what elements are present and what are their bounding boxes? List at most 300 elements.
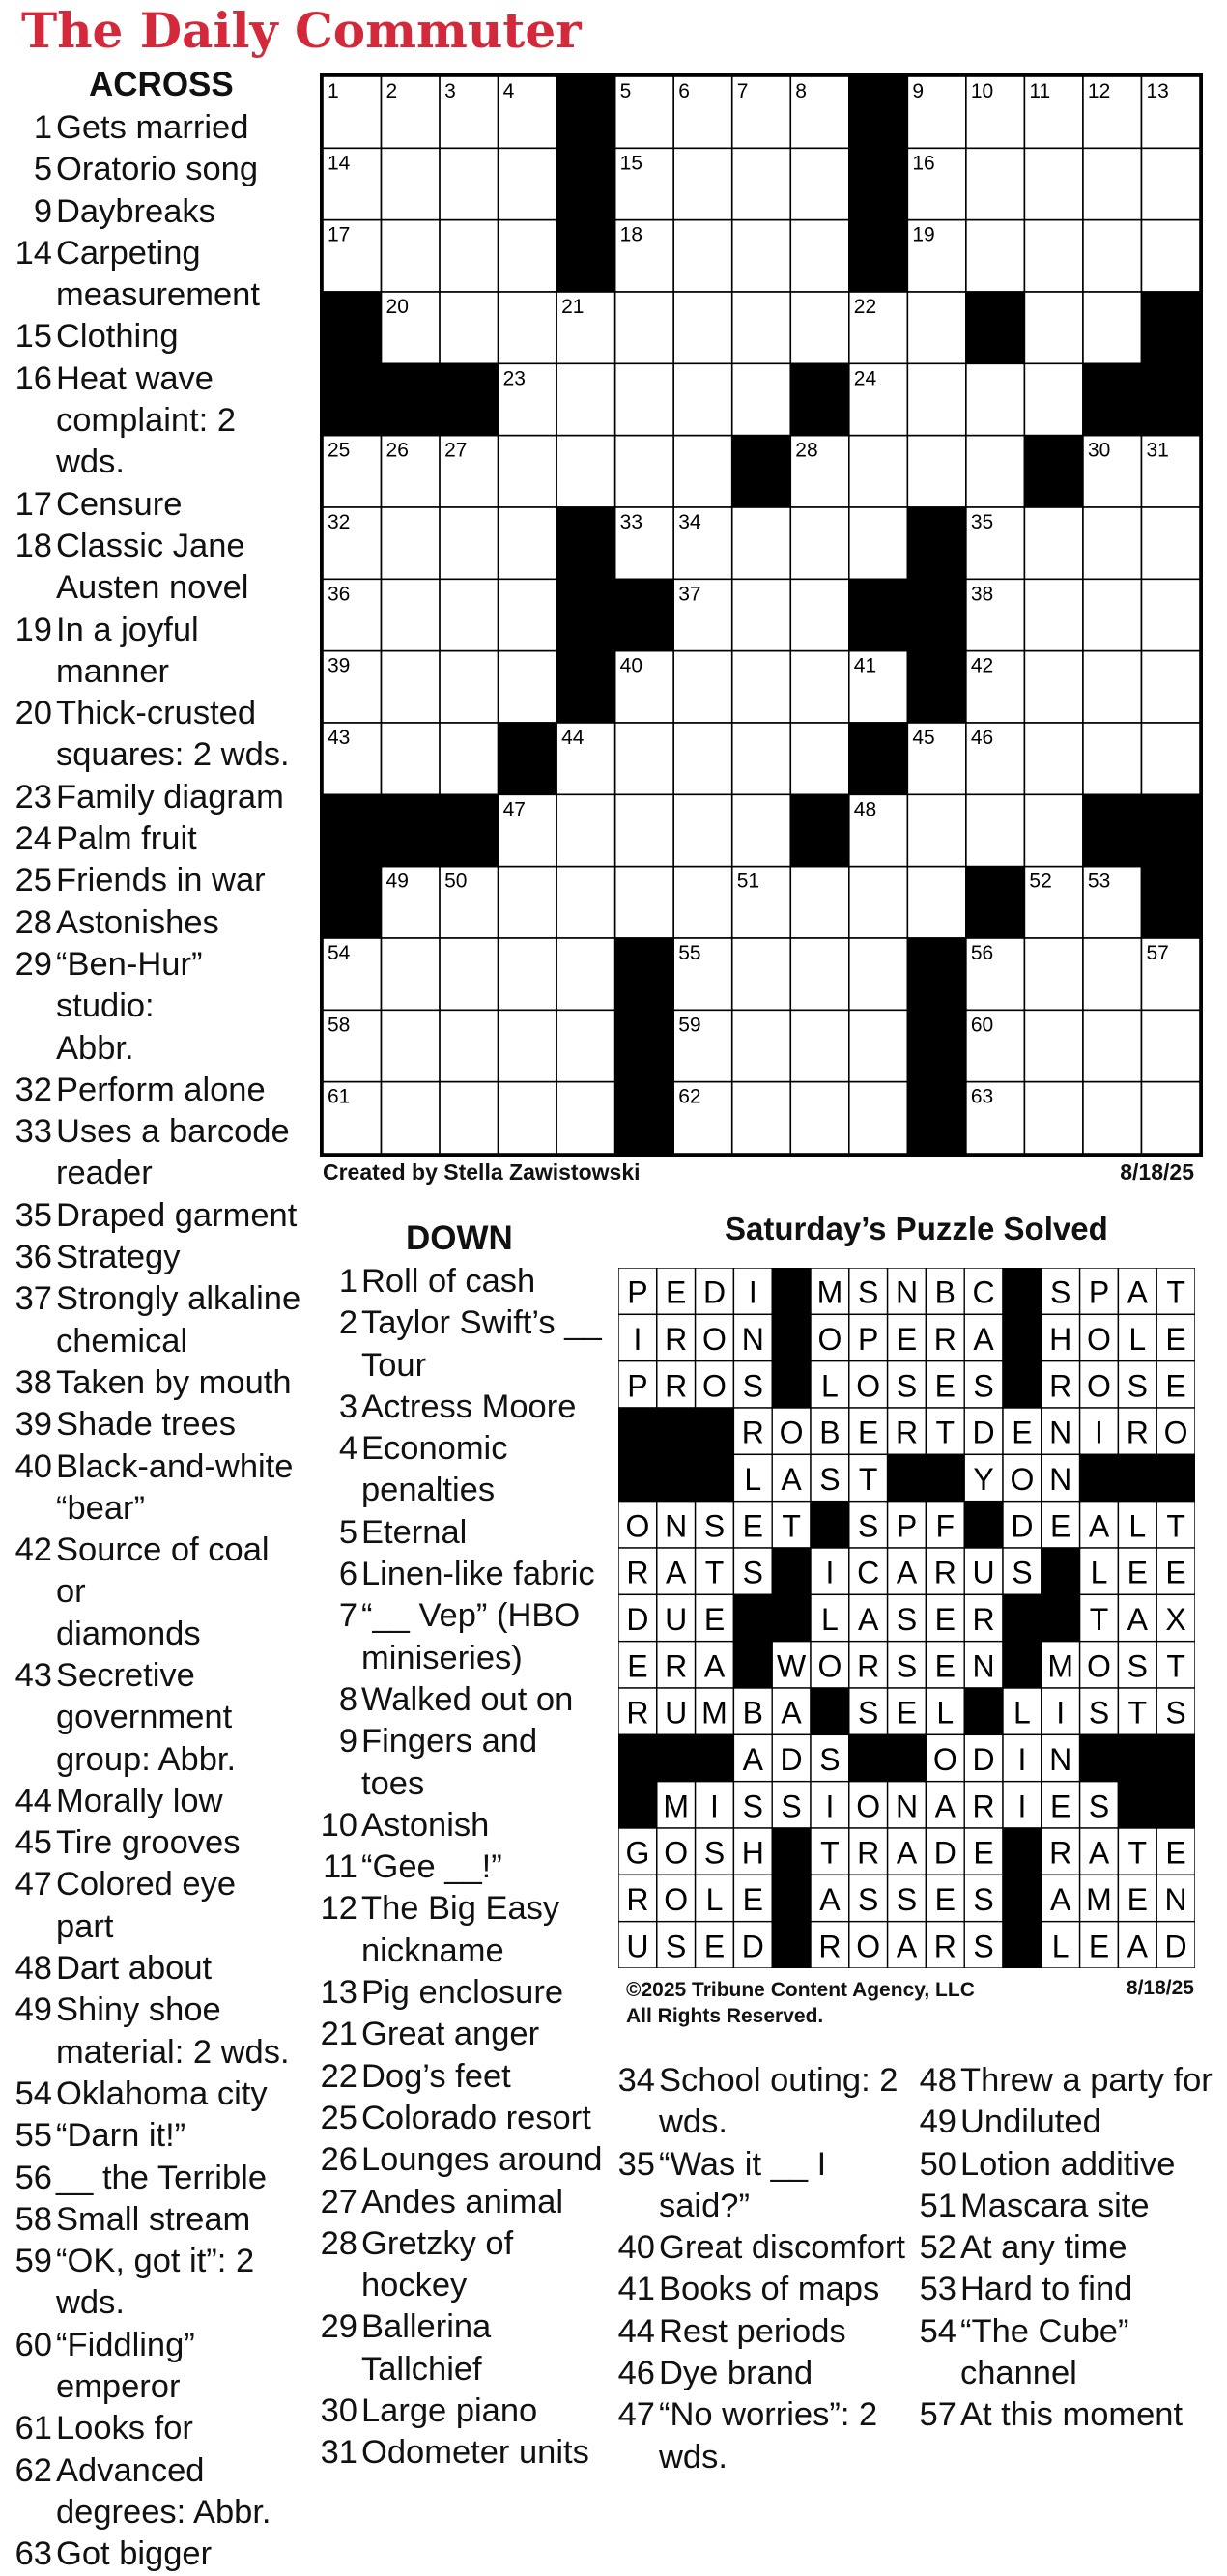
clue-down-3-52[interactable]	[918, 2227, 1217, 2269]
clue-across-9[interactable]	[14, 191, 303, 233]
clue-number: 33	[14, 1113, 52, 1151]
clue-number: 16	[14, 359, 52, 397]
cell-number: 58	[328, 1014, 351, 1037]
block-cell	[556, 148, 615, 219]
clue-text: Undiluted	[960, 2104, 1101, 2141]
answer-cell[interactable]	[1024, 220, 1083, 292]
clue-text: complaint: 2 wds.	[56, 402, 237, 481]
block-cell	[323, 867, 382, 938]
answer-cell[interactable]	[673, 220, 732, 292]
answer-cell[interactable]	[1024, 363, 1083, 435]
solved-letter: T	[1166, 1648, 1185, 1684]
clue-across-62[interactable]	[14, 2450, 303, 2534]
clue-across-58[interactable]	[14, 2199, 303, 2241]
clue-text: Uses a barcode	[56, 1113, 290, 1151]
clue-across-44[interactable]	[14, 1781, 303, 1822]
answer-cell[interactable]	[1141, 579, 1200, 650]
answer-cell[interactable]	[440, 1010, 499, 1081]
answer-cell[interactable]	[673, 292, 732, 363]
cell-number: 9	[912, 80, 925, 102]
answer-cell[interactable]	[673, 794, 732, 866]
clue-across-39[interactable]	[14, 1404, 303, 1445]
block-cell	[615, 579, 674, 650]
answer-cell[interactable]	[382, 1082, 441, 1154]
solved-letter: S	[1050, 1274, 1071, 1310]
clue-across-18[interactable]	[14, 526, 303, 610]
answer-cell[interactable]	[1024, 507, 1083, 579]
clue-number: 50	[919, 2145, 956, 2183]
clue-text: Shiny shoe	[56, 1991, 221, 2029]
solved-letter: A	[973, 1322, 994, 1358]
answer-cell[interactable]	[790, 938, 849, 1010]
answer-cell[interactable]	[556, 436, 615, 507]
clue-across-25[interactable]	[14, 860, 303, 902]
answer-cell[interactable]	[440, 651, 499, 723]
block-cell	[907, 938, 966, 1010]
clue-text: Mascara site	[960, 2187, 1150, 2224]
answer-cell[interactable]	[790, 651, 849, 723]
answer-cell[interactable]	[849, 867, 908, 938]
answer-cell[interactable]	[1083, 579, 1142, 650]
answer-cell[interactable]	[849, 436, 908, 507]
clue-across-61[interactable]	[14, 2408, 303, 2449]
solved-letter: S	[666, 1929, 687, 1964]
solved-block-cell	[772, 1875, 811, 1921]
clue-across-33[interactable]	[14, 1111, 303, 1195]
solved-letter: I	[1017, 1742, 1027, 1778]
answer-cell[interactable]	[790, 220, 849, 292]
answer-cell[interactable]	[440, 579, 499, 650]
answer-cell[interactable]	[1083, 220, 1142, 292]
answer-cell[interactable]	[732, 507, 791, 579]
answer-cell[interactable]	[849, 507, 908, 579]
clue-across-55[interactable]	[14, 2115, 303, 2157]
block-cell	[907, 1010, 966, 1081]
answer-cell[interactable]	[499, 579, 557, 650]
clue-down-1-13[interactable]	[319, 1972, 609, 2014]
clue-down-1-12[interactable]	[319, 1888, 609, 1972]
cell-number: 46	[970, 727, 994, 749]
answer-cell[interactable]	[732, 220, 791, 292]
clue-across-35[interactable]	[14, 1195, 303, 1237]
answer-cell[interactable]	[673, 148, 732, 219]
clue-number: 35	[617, 2145, 655, 2183]
solved-block-cell	[772, 1361, 811, 1408]
answer-cell[interactable]	[966, 436, 1025, 507]
answer-cell[interactable]	[556, 938, 615, 1010]
clue-across-14[interactable]	[14, 233, 303, 317]
answer-cell[interactable]	[1141, 723, 1200, 794]
answer-cell[interactable]	[849, 1010, 908, 1081]
clue-number: 43	[14, 1656, 52, 1694]
answer-cell[interactable]	[1024, 579, 1083, 650]
answer-cell[interactable]	[1141, 651, 1200, 723]
answer-cell[interactable]	[440, 723, 499, 794]
clue-number: 12	[320, 1890, 357, 1928]
answer-cell[interactable]	[673, 867, 732, 938]
answer-cell[interactable]	[382, 1010, 441, 1081]
answer-cell[interactable]	[440, 507, 499, 579]
answer-cell[interactable]	[907, 292, 966, 363]
clue-text: Books of maps	[659, 2271, 880, 2308]
answer-cell[interactable]	[499, 1082, 557, 1154]
answer-cell[interactable]	[732, 148, 791, 219]
solved-letter: S	[1088, 1695, 1110, 1731]
clue-number: 41	[617, 2271, 655, 2308]
clue-number: 56	[14, 2159, 52, 2196]
solved-letter: M	[701, 1695, 728, 1731]
block-cell	[440, 363, 499, 435]
cell-number: 48	[853, 798, 877, 821]
answer-cell[interactable]	[1083, 938, 1142, 1010]
clue-down-2-34[interactable]	[616, 2060, 916, 2144]
clue-down-1-21[interactable]	[319, 2014, 609, 2055]
answer-cell[interactable]	[615, 363, 674, 435]
clue-across-60[interactable]	[14, 2325, 303, 2409]
answer-cell[interactable]	[440, 1082, 499, 1154]
clue-down-3-54[interactable]	[918, 2311, 1217, 2395]
answer-cell[interactable]	[849, 1082, 908, 1154]
answer-cell[interactable]	[907, 794, 966, 866]
clue-down-1-25[interactable]	[319, 2098, 609, 2139]
answer-cell[interactable]	[615, 436, 674, 507]
answer-cell[interactable]	[382, 938, 441, 1010]
answer-cell[interactable]	[732, 363, 791, 435]
clue-across-23[interactable]	[14, 777, 303, 818]
answer-cell[interactable]	[499, 436, 557, 507]
clue-down-3-49[interactable]	[918, 2102, 1217, 2143]
clue-number: 39	[14, 1406, 52, 1444]
solved-letter: M	[816, 1274, 843, 1310]
clue-down-1-27[interactable]	[319, 2182, 609, 2223]
answer-cell[interactable]	[966, 794, 1025, 866]
answer-cell[interactable]	[790, 292, 849, 363]
clue-down-2-40[interactable]	[616, 2227, 916, 2269]
answer-cell[interactable]	[615, 794, 674, 866]
clue-across-38[interactable]	[14, 1362, 303, 1404]
answer-cell[interactable]	[499, 220, 557, 292]
solved-block-cell	[772, 1268, 811, 1314]
clue-down-2-47[interactable]	[616, 2394, 916, 2478]
answer-cell[interactable]	[556, 867, 615, 938]
answer-cell[interactable]	[1141, 220, 1200, 292]
answer-cell[interactable]	[732, 292, 791, 363]
answer-cell[interactable]	[1141, 148, 1200, 219]
cell-number: 16	[912, 152, 935, 175]
clue-across-56[interactable]	[14, 2158, 303, 2199]
clue-number: 9	[33, 192, 52, 230]
answer-cell[interactable]	[732, 723, 791, 794]
clue-down-1-7[interactable]	[319, 1595, 609, 1679]
clue-text: Taylor Swift’s __	[361, 1304, 602, 1342]
solved-block-cell	[657, 1454, 696, 1501]
answer-cell[interactable]	[1024, 1082, 1083, 1154]
clue-text: Oratorio song	[56, 151, 259, 188]
clue-text: Palm fruit	[56, 820, 197, 858]
clue-number: 61	[14, 2410, 52, 2447]
answer-cell[interactable]	[556, 794, 615, 866]
answer-cell[interactable]	[556, 363, 615, 435]
cell-number: 25	[328, 439, 351, 462]
down-clue-list-1	[319, 1261, 609, 2475]
clue-across-36[interactable]	[14, 1237, 303, 1278]
answer-cell[interactable]	[499, 507, 557, 579]
crossword-grid[interactable]	[320, 73, 1203, 1157]
answer-cell[interactable]	[440, 220, 499, 292]
clue-down-1-26[interactable]	[319, 2139, 609, 2181]
clue-text: “Was it __ I said?”	[659, 2145, 827, 2224]
clue-down-3-51[interactable]	[918, 2186, 1217, 2227]
answer-cell[interactable]	[907, 363, 966, 435]
answer-cell[interactable]	[615, 723, 674, 794]
solved-block-cell	[1156, 1454, 1195, 1501]
solved-letter: A	[703, 1648, 726, 1684]
clue-down-3-57[interactable]	[918, 2394, 1217, 2436]
clue-number: 49	[919, 2104, 956, 2141]
answer-cell[interactable]	[673, 651, 732, 723]
answer-cell[interactable]	[1083, 507, 1142, 579]
answer-cell[interactable]	[1141, 507, 1200, 579]
solved-block-cell	[772, 1548, 811, 1594]
clue-down-2-44[interactable]	[616, 2311, 916, 2353]
clue-down-1-3[interactable]	[319, 1387, 609, 1428]
solved-letter: T	[858, 1462, 878, 1498]
solved-block-cell	[1118, 1734, 1156, 1781]
clue-down-1-1[interactable]	[319, 1261, 609, 1302]
clue-text: Tallchief	[361, 2350, 482, 2388]
clue-down-2-46[interactable]	[616, 2353, 916, 2394]
solved-letter: E	[1165, 1555, 1186, 1590]
answer-cell[interactable]	[1141, 1082, 1200, 1154]
solved-letter: N	[972, 1648, 995, 1684]
clue-across-5[interactable]	[14, 149, 303, 190]
clue-across-40[interactable]	[14, 1446, 303, 1531]
clue-text: Got bigger	[56, 2535, 213, 2573]
clue-across-42[interactable]	[14, 1530, 303, 1655]
clue-across-43[interactable]	[14, 1655, 303, 1781]
solved-letter: E	[934, 1602, 956, 1638]
clue-down-1-30[interactable]	[319, 2390, 609, 2432]
answer-cell[interactable]	[790, 723, 849, 794]
block-cell	[440, 794, 499, 866]
solved-letter: D	[626, 1602, 649, 1638]
answer-cell[interactable]	[966, 148, 1025, 219]
clue-number: 48	[14, 1950, 52, 1988]
clue-down-3-53[interactable]	[918, 2269, 1217, 2310]
clue-down-1-5[interactable]	[319, 1512, 609, 1554]
solved-block-cell	[1003, 1922, 1042, 1968]
solved-letter: S	[819, 1742, 841, 1778]
answer-cell[interactable]	[1024, 794, 1083, 866]
answer-cell[interactable]	[499, 651, 557, 723]
clue-text: material: 2 wds.	[56, 2033, 290, 2071]
clue-text: Walked out on	[361, 1680, 574, 1718]
clue-across-24[interactable]	[14, 818, 303, 860]
clue-text: Fingers and toes	[361, 1723, 538, 1802]
clue-down-1-31[interactable]	[319, 2432, 609, 2474]
answer-cell[interactable]	[790, 579, 849, 650]
clue-across-16[interactable]	[14, 358, 303, 484]
clue-text: Gets married	[56, 109, 249, 146]
block-cell	[499, 723, 557, 794]
clue-down-2-35[interactable]	[616, 2144, 916, 2228]
clue-down-3-50[interactable]	[918, 2144, 1217, 2186]
clue-down-1-2[interactable]	[319, 1302, 609, 1387]
answer-cell[interactable]	[790, 1082, 849, 1154]
solved-letter: A	[742, 1742, 763, 1778]
clue-down-2-41[interactable]	[616, 2269, 916, 2310]
answer-cell[interactable]	[382, 579, 441, 650]
clue-across-48[interactable]	[14, 1948, 303, 1989]
clue-down-1-29[interactable]	[319, 2306, 609, 2390]
clue-text: Strategy	[56, 1239, 181, 1276]
clue-down-1-8[interactable]	[319, 1679, 609, 1721]
answer-cell[interactable]	[1083, 148, 1142, 219]
solved-letter: I	[633, 1322, 642, 1358]
clue-number: 21	[320, 2016, 357, 2053]
cell-number: 42	[970, 654, 994, 677]
solved-letter: S	[703, 1508, 726, 1544]
answer-cell[interactable]	[790, 507, 849, 579]
answer-cell[interactable]	[849, 938, 908, 1010]
answer-cell[interactable]	[556, 1010, 615, 1081]
cell-number: 52	[1029, 870, 1052, 893]
clue-across-29[interactable]	[14, 944, 303, 1070]
answer-cell[interactable]	[615, 292, 674, 363]
solved-block-cell	[772, 1594, 811, 1641]
block-cell	[556, 76, 615, 148]
answer-cell[interactable]	[966, 220, 1025, 292]
answer-cell[interactable]	[382, 651, 441, 723]
answer-cell[interactable]	[732, 1010, 791, 1081]
clue-down-1-28[interactable]	[319, 2223, 609, 2307]
solved-letter: I	[748, 1274, 757, 1310]
clue-number: 18	[14, 527, 52, 564]
clue-across-45[interactable]	[14, 1822, 303, 1864]
solved-block-cell	[618, 1408, 657, 1454]
answer-cell[interactable]	[382, 148, 441, 219]
solved-letter: L	[821, 1602, 839, 1638]
solved-letter: E	[1012, 1415, 1033, 1450]
answer-cell[interactable]	[382, 220, 441, 292]
clue-down-3-48[interactable]	[918, 2060, 1217, 2102]
clue-number: 29	[320, 2308, 357, 2346]
cell-number: 34	[678, 511, 701, 533]
answer-cell[interactable]	[1024, 292, 1083, 363]
answer-cell[interactable]	[1024, 651, 1083, 723]
answer-cell[interactable]	[1083, 292, 1142, 363]
answer-cell[interactable]	[732, 938, 791, 1010]
answer-cell[interactable]	[790, 1010, 849, 1081]
answer-cell[interactable]	[499, 148, 557, 219]
clue-number: 37	[14, 1280, 52, 1318]
solved-letter: E	[742, 1882, 763, 1918]
answer-cell[interactable]	[732, 651, 791, 723]
clue-across-15[interactable]	[14, 316, 303, 358]
answer-cell[interactable]	[673, 363, 732, 435]
clue-down-1-10[interactable]	[319, 1805, 609, 1846]
answer-cell[interactable]	[556, 1082, 615, 1154]
clue-text: Actress Moore	[361, 1388, 577, 1425]
answer-cell[interactable]	[382, 723, 441, 794]
clue-across-19[interactable]	[14, 610, 303, 694]
answer-cell[interactable]	[673, 723, 732, 794]
clue-across-17[interactable]	[14, 484, 303, 526]
clue-down-1-11[interactable]	[319, 1846, 609, 1888]
answer-cell[interactable]	[1083, 651, 1142, 723]
answer-cell[interactable]	[499, 292, 557, 363]
answer-cell[interactable]	[499, 1010, 557, 1081]
block-cell	[907, 579, 966, 650]
clue-across-32[interactable]	[14, 1070, 303, 1111]
clue-across-54[interactable]	[14, 2074, 303, 2115]
answer-cell[interactable]	[499, 938, 557, 1010]
cell-number: 26	[385, 439, 409, 462]
clue-text: In a joyful	[56, 611, 199, 648]
clue-number: 63	[14, 2535, 52, 2573]
answer-cell[interactable]	[1024, 938, 1083, 1010]
answer-cell[interactable]	[907, 867, 966, 938]
clue-across-49[interactable]	[14, 1989, 303, 2074]
answer-cell[interactable]	[966, 363, 1025, 435]
answer-cell[interactable]	[1083, 723, 1142, 794]
answer-cell[interactable]	[1024, 1010, 1083, 1081]
solved-block-cell	[1003, 1314, 1042, 1360]
solved-letter: M	[1047, 1648, 1074, 1684]
solved-letter: T	[1127, 1695, 1148, 1731]
block-cell	[1083, 363, 1142, 435]
clue-across-28[interactable]	[14, 902, 303, 944]
answer-cell[interactable]	[1141, 1010, 1200, 1081]
answer-cell[interactable]	[440, 292, 499, 363]
clue-across-37[interactable]	[14, 1278, 303, 1362]
answer-cell[interactable]	[790, 148, 849, 219]
clue-down-1-22[interactable]	[319, 2056, 609, 2098]
solved-block-cell	[811, 1688, 849, 1734]
clue-down-1-4[interactable]	[319, 1428, 609, 1512]
answer-cell[interactable]	[1083, 1082, 1142, 1154]
solved-letter: C	[857, 1555, 880, 1590]
answer-cell[interactable]	[732, 794, 791, 866]
answer-cell[interactable]	[1024, 723, 1083, 794]
answer-cell[interactable]	[440, 148, 499, 219]
clue-number: 47	[617, 2396, 655, 2434]
answer-cell[interactable]	[1024, 148, 1083, 219]
clue-down-1-6[interactable]	[319, 1554, 609, 1595]
clue-text: Morally low	[56, 1782, 223, 1819]
clue-across-59[interactable]	[14, 2241, 303, 2325]
solved-letter: O	[856, 1929, 881, 1964]
block-cell	[1141, 794, 1200, 866]
clue-across-63[interactable]	[14, 2533, 303, 2575]
answer-cell[interactable]	[790, 867, 849, 938]
clue-across-1[interactable]	[14, 107, 303, 149]
answer-cell[interactable]	[1083, 1010, 1142, 1081]
answer-cell[interactable]	[732, 579, 791, 650]
answer-cell[interactable]	[440, 938, 499, 1010]
answer-cell[interactable]	[732, 1082, 791, 1154]
solved-letter: T	[1089, 1602, 1109, 1638]
answer-cell[interactable]	[673, 436, 732, 507]
clue-down-1-9[interactable]	[319, 1721, 609, 1805]
answer-cell[interactable]	[499, 867, 557, 938]
answer-cell[interactable]	[907, 436, 966, 507]
solved-letter: E	[703, 1929, 726, 1964]
clue-across-47[interactable]	[14, 1864, 303, 1948]
answer-cell[interactable]	[615, 867, 674, 938]
clue-across-20[interactable]	[14, 693, 303, 777]
answer-cell[interactable]	[382, 507, 441, 579]
